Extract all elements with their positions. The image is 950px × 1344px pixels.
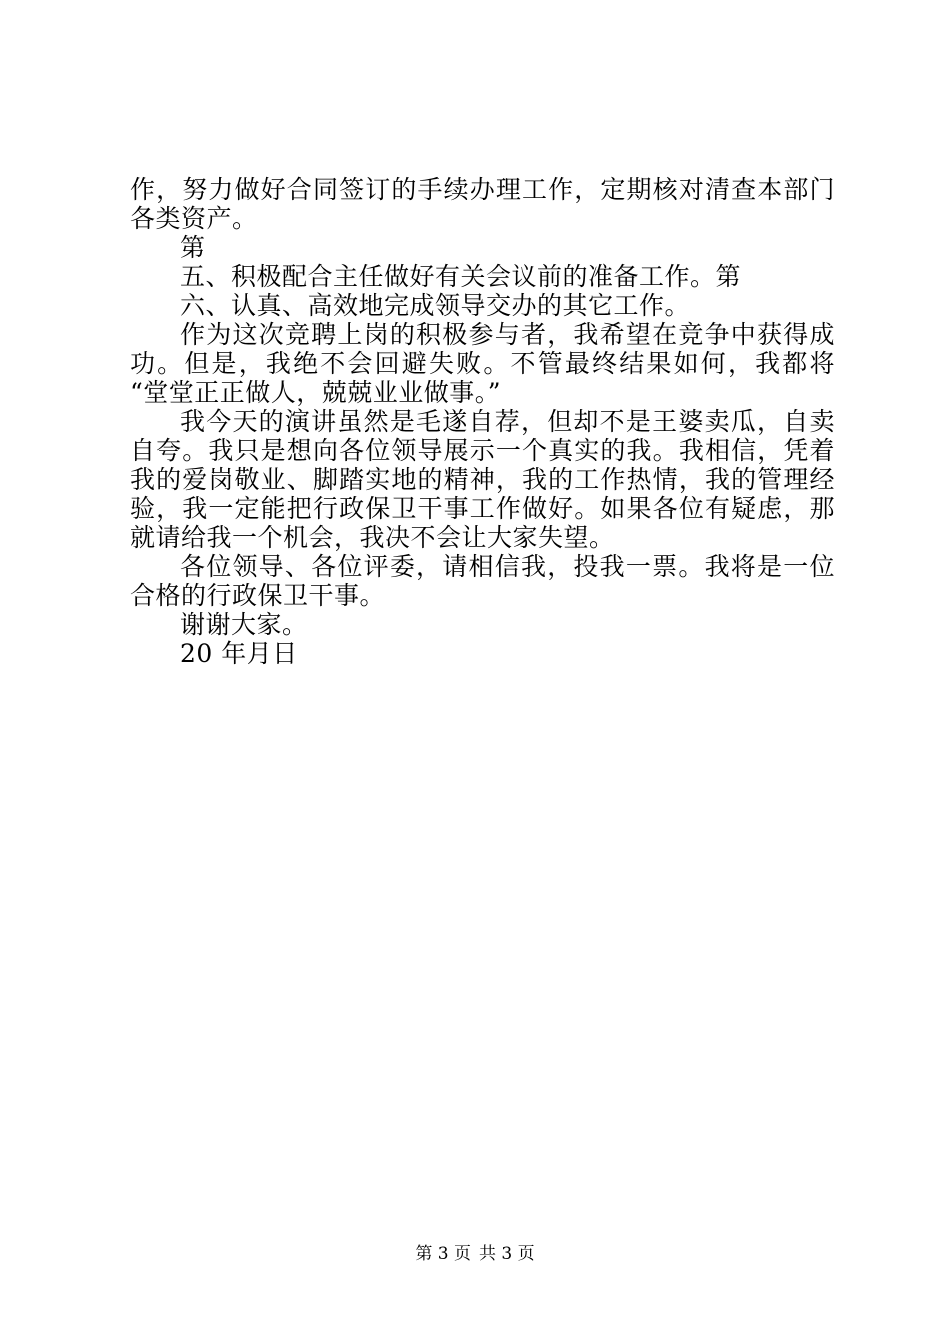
page-number: 第 3 页 <box>415 1244 471 1264</box>
page-total: 共 3 页 <box>479 1244 535 1264</box>
paragraph-line: 第 <box>180 233 206 262</box>
closing-thanks: 谢谢大家。 <box>180 610 308 639</box>
paragraph-line: 合格的行政保卫干事。 <box>130 581 386 610</box>
paragraph-line: 作，努力做好合同签订的手续办理工作，定期核对清查本部门 <box>130 175 835 204</box>
paragraph-line: 六、认真、高效地完成领导交办的其它工作。 <box>180 291 691 320</box>
page-footer <box>0 1244 950 1264</box>
paragraph-line: 我的爱岗敬业、脚踏实地的精神，我的工作热情，我的管理经 <box>130 465 835 494</box>
paragraph-line: 我今天的演讲虽然是毛遂自荐，但却不是王婆卖瓜，自卖 <box>180 407 835 436</box>
paragraph-line: 验，我一定能把行政保卫干事工作做好。如果各位有疑虑，那 <box>130 494 835 523</box>
paragraph-line: “堂堂正正做人，兢兢业业做事。” <box>130 378 502 407</box>
paragraph-line: 五、积极配合主任做好有关会议前的准备工作。第 <box>180 262 742 291</box>
paragraph-line: 就请给我一个机会，我决不会让大家失望。 <box>130 523 615 552</box>
paragraph-line: 各类资产。 <box>130 204 258 233</box>
paragraph-line: 自夸。我只是想向各位领导展示一个真实的我。我相信，凭着 <box>130 436 835 465</box>
paragraph-line: 功。但是，我绝不会回避失败。不管最终结果如何，我都将 <box>130 349 835 378</box>
date-line: 20 年月日 <box>180 639 298 668</box>
document-body <box>130 175 835 668</box>
paragraph-line: 作为这次竞聘上岗的积极参与者，我希望在竞争中获得成 <box>180 320 835 349</box>
paragraph-line: 各位领导、各位评委，请相信我，投我一票。我将是一位 <box>180 552 835 581</box>
